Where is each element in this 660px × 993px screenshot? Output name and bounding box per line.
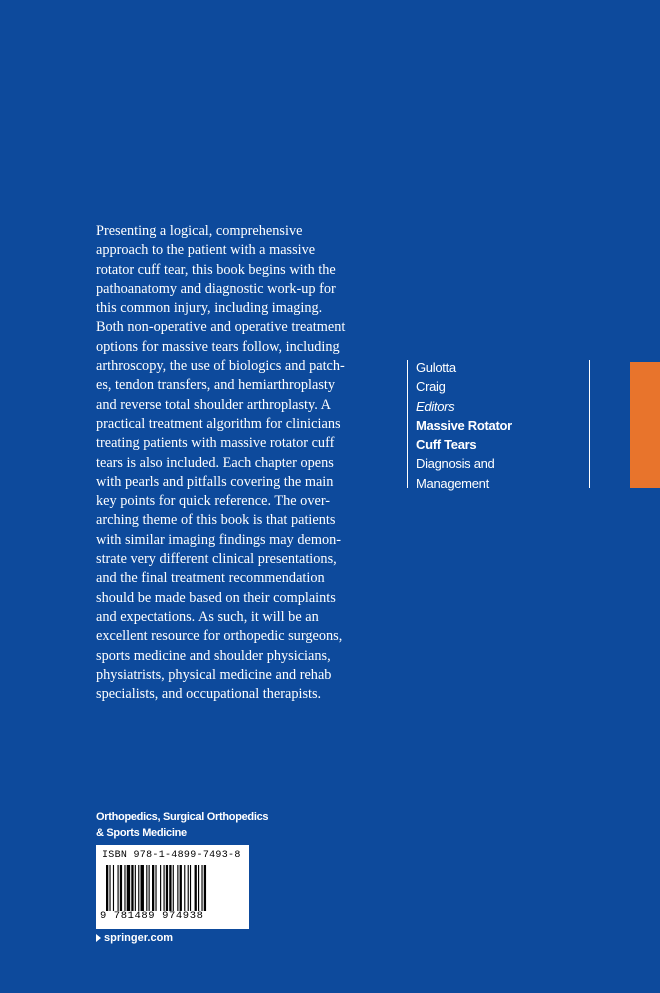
blurb-line: with similar imaging findings may demon- [96,531,342,548]
author-name: Gulotta [416,360,456,375]
book-description [96,222,402,704]
blurb-line: physiatrists, physical medicine and rehab [96,666,332,683]
blurb-line: excellent resource for orthopedic surgeons, [96,628,343,645]
blurb-line: and the final treatment recommendation [96,570,325,587]
book-title-line: Massive Rotator [416,417,512,433]
blurb-line: with pearls and pitfalls covering the main [96,473,334,490]
spine-divider-right [589,360,590,488]
blurb-line: sports medicine and shoulder physicians, [96,647,331,664]
blurb-line: approach to the patient with a massive [96,242,316,259]
arrow-right-icon [96,934,101,942]
isbn-label: ISBN 978-1-4899-7493-8 [102,850,241,861]
spine-info-block [416,358,586,493]
barcode-icon [106,865,240,911]
blurb-line: and reverse total shoulder arthroplasty. A [96,396,331,413]
blurb-line: key points for quick reference. The over- [96,493,331,510]
orange-accent-tab [630,362,660,488]
publisher-website-link[interactable] [96,932,173,944]
blurb-line: and expectations. As such, it will be an [96,608,319,625]
category-line: & Sports Medicine [96,827,187,839]
blurb-line: should be made based on their complaints [96,589,336,606]
blurb-line: strate very different clinical presentations, [96,551,337,568]
author-name: Craig [416,379,446,395]
category-line: Orthopedics, Surgical Orthopedics [96,811,269,823]
blurb-line: tears is also included. Each chapter opens [96,454,334,471]
blurb-line: specialists, and occupational therapists. [96,686,322,703]
blurb-line: practical treatment algorithm for clinicians [96,415,341,432]
subject-category [96,809,296,841]
blurb-line: rotator cuff tear, this book begins with the [96,261,336,278]
book-subtitle-line: Diagnosis and [416,456,495,472]
spine-divider-left [407,360,408,488]
blurb-line: arching theme of this book is that patients [96,512,336,529]
blurb-line: treating patients with massive rotator cuff [96,435,335,452]
blurb-line: Both non-operative and operative treatment [96,319,346,336]
blurb-line: arthroscopy, the use of biologics and patch- [96,358,345,375]
blurb-line: es, tendon transfers, and hemiarthroplasty [96,377,336,394]
isbn-barcode [96,845,249,929]
editors-label: Editors [416,398,455,414]
blurb-line: this common injury, including imaging. [96,300,323,317]
website-label: springer.com [104,932,174,944]
book-subtitle-line: Management [416,475,489,491]
blurb-line: options for massive tears follow, including [96,338,340,355]
barcode-digits: 9 781489 974938 [100,910,204,922]
blurb-line: pathoanatomy and diagnostic work-up for [96,280,336,297]
book-title-line: Cuff Tears [416,437,477,453]
blurb-line: Presenting a logical, comprehensive [96,223,303,239]
